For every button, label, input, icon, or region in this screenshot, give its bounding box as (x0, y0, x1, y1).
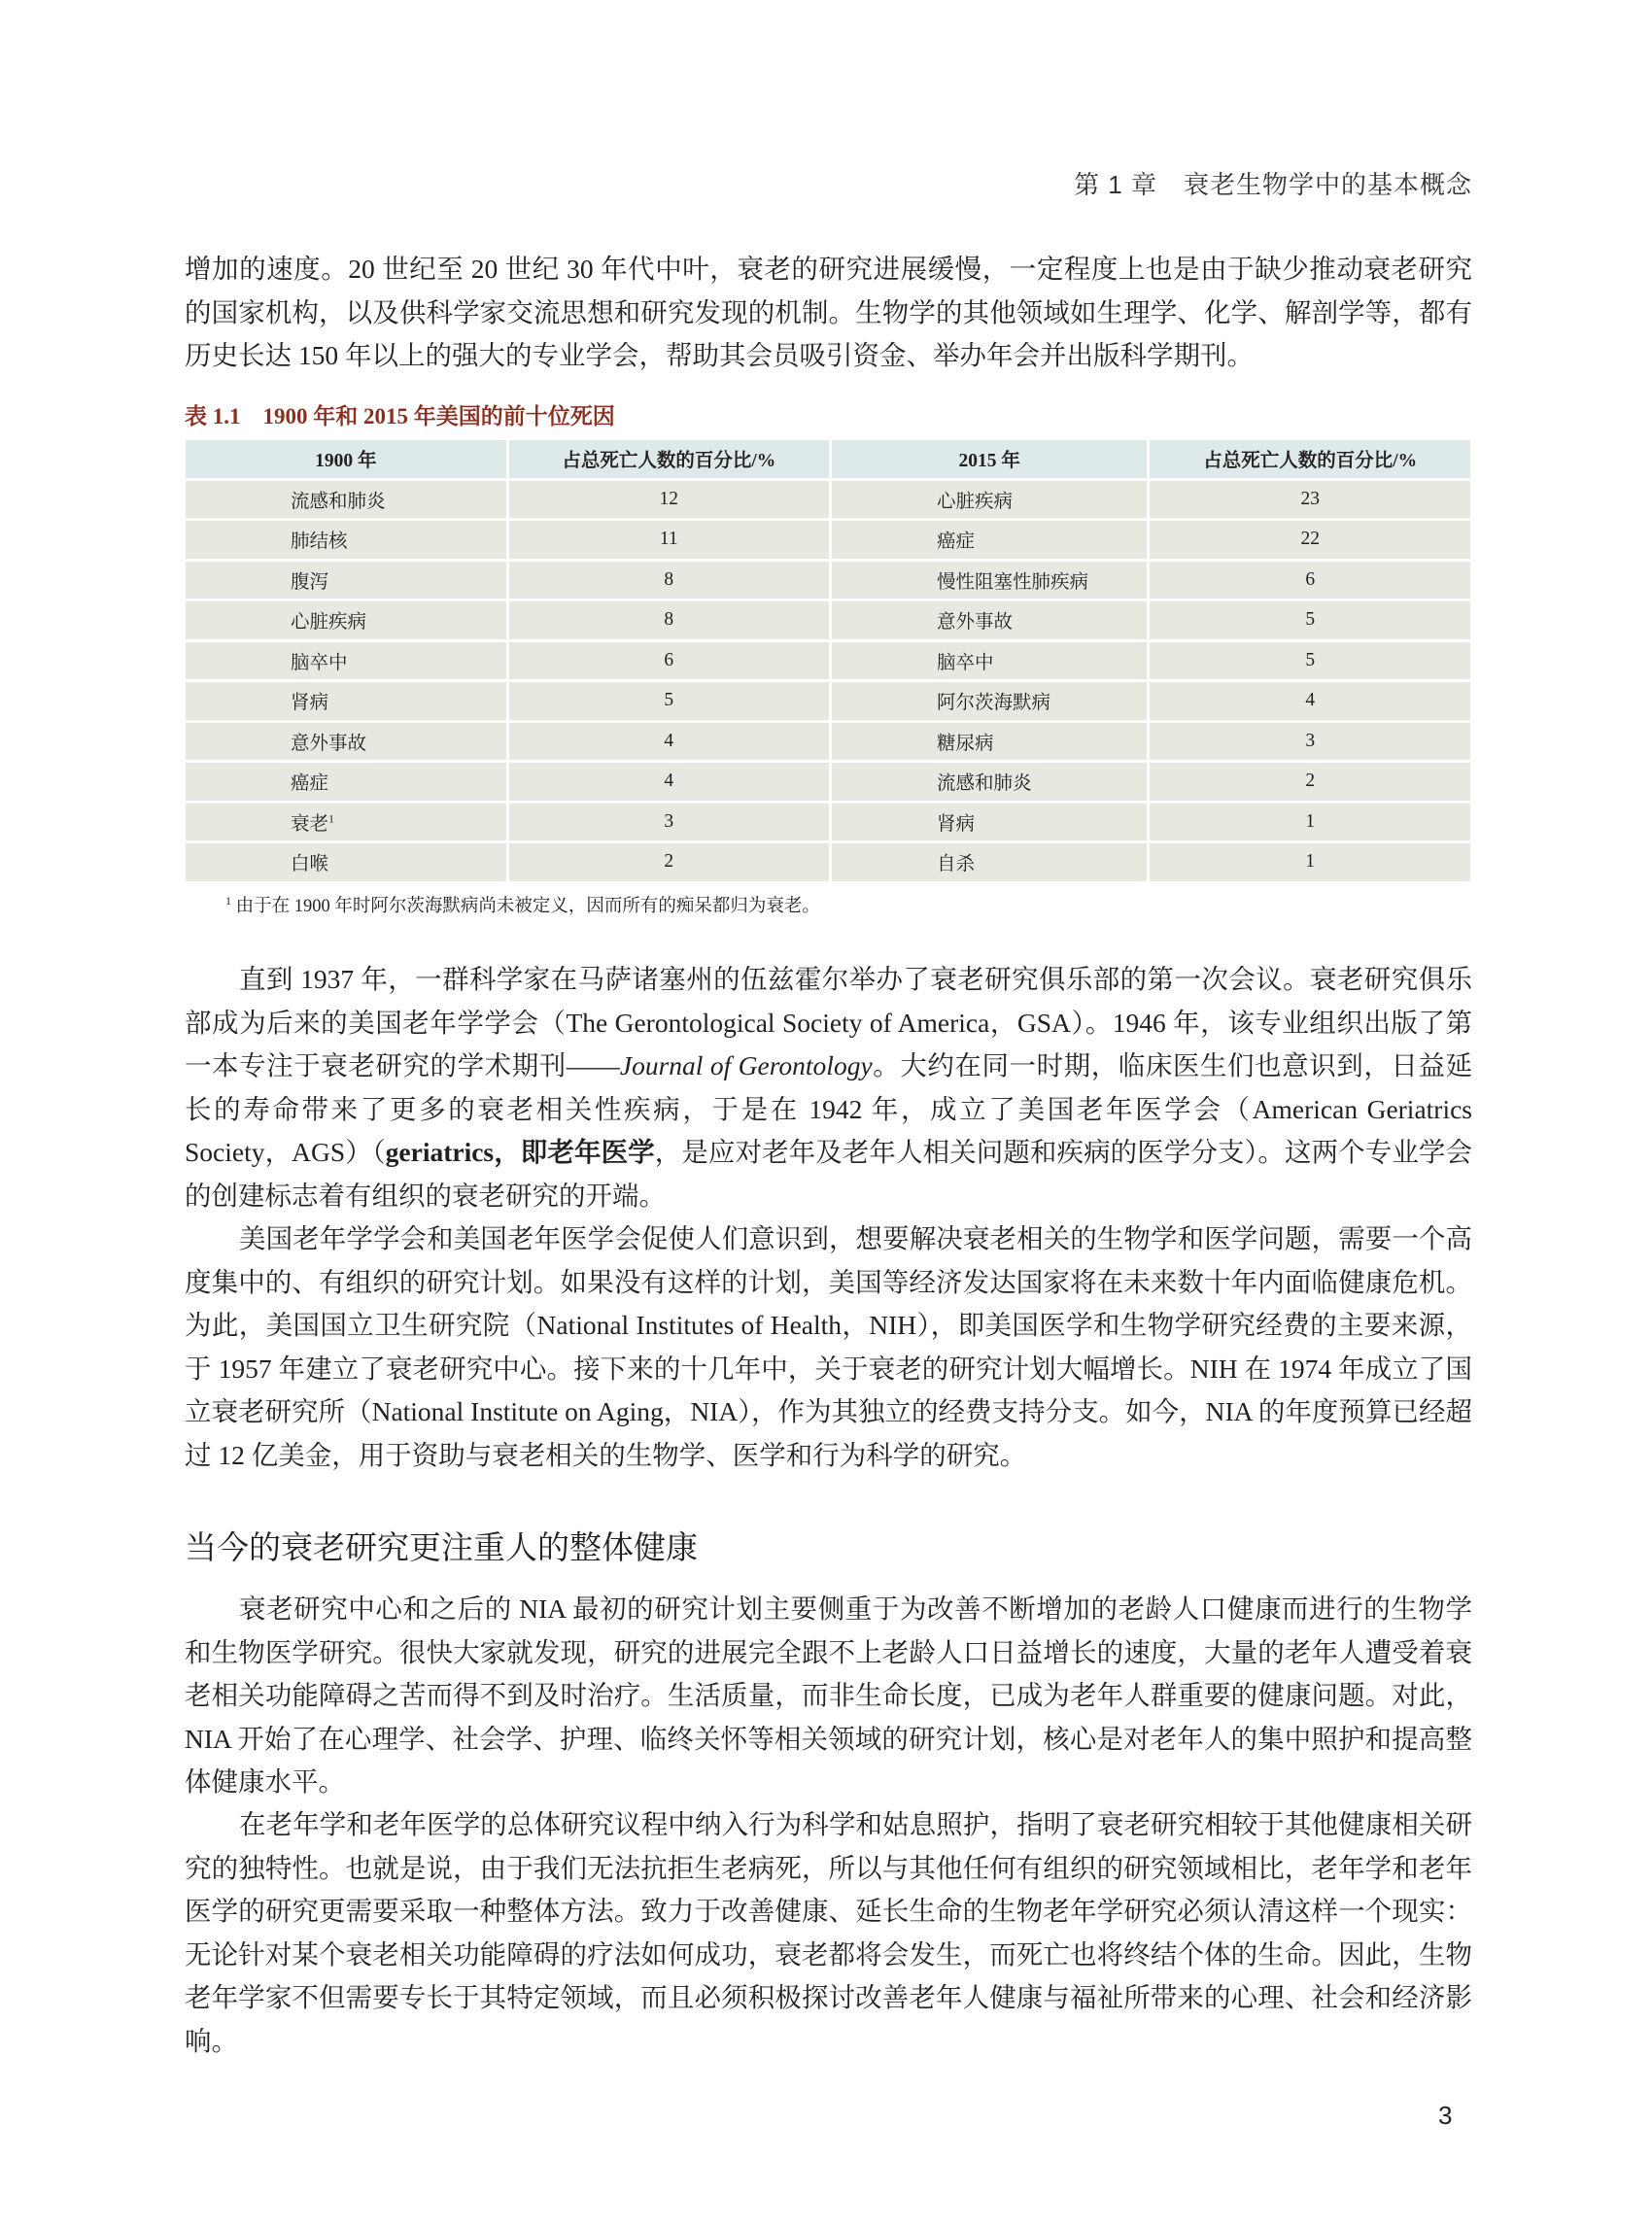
footnote-ref: 1 (328, 811, 335, 826)
header-1900: 1900 年 (186, 440, 506, 478)
header-percent-1900: 占总死亡人数的百分比/% (509, 440, 830, 478)
paragraph-1: 增加的速度。20 世纪至 20 世纪 30 年代中叶，衰老的研究进展缓慢，一定程度上也是由于缺少推动衰老研究的国家机构，以及供科学家交流思想和研究发现的机制。生物学的其他领域如生理学、化学、解剖学等，都有历史长达 150 年以上的强大的专业学会，帮助其会员吸引资金、举办年会并出版科学期刊。 (185, 254, 1472, 370)
percent-1900: 4 (509, 723, 830, 761)
para2-text-a: 直到 1937 年，一群科学家在马萨诸塞州的伍兹霍尔举办了衰老研究俱乐部的第一次会议。衰老研究俱乐部成为后来的美国老年学学会（The Gerontological Society of America，GSA）。1946 年，该专业组织出版了第一本专注于衰老研究的学术期刊—— (185, 964, 1472, 1080)
page-number: 3 (1438, 2101, 1453, 2130)
percent-1900: 4 (509, 763, 830, 801)
percent-2015: 4 (1150, 682, 1470, 720)
paragraph-4: 衰老研究中心和之后的 NIA 最初的研究计划主要侧重于为改善不断增加的老龄人口健康而进行的生物学和生物医学研究。很快大家就发现，研究的进展完全跟不上老龄人口日益增长的速度，大量的老年人遭受着衰老相关功能障碍之苦而得不到及时治疗。生活质量，而非生命长度，已成为老年人群重要的健康问题。对此，NIA 开始了在心理学、社会学、护理、临终关怀等相关领域的研究计划，核心是对老年人的集中照护和提高整体健康水平。 (185, 1593, 1472, 1797)
paragraph-2 (185, 958, 1472, 1217)
table-row (186, 562, 1470, 600)
causes-of-death-table (183, 437, 1473, 884)
percent-2015: 6 (1150, 562, 1470, 600)
percent-1900: 6 (509, 642, 830, 680)
para2-text-b: 。大约在同一时期，临床医生们也意识到，日益延长的寿命带来了更多的衰老相关性疾病，于是在 1942 年，成立了美国老年医学会（American Geriatrics Society，AGS）（ (185, 1050, 1473, 1167)
percent-1900: 3 (509, 804, 830, 841)
percent-1900: 2 (509, 843, 830, 881)
percent-2015: 3 (1150, 723, 1470, 761)
percent-2015: 1 (1150, 804, 1470, 841)
table-row (186, 481, 1470, 519)
table-row (186, 763, 1470, 801)
table-row (186, 642, 1470, 680)
cause-2015: 意外事故 (832, 601, 1147, 639)
percent-2015: 23 (1150, 481, 1470, 519)
percent-1900: 12 (509, 481, 830, 519)
cause-1900: 意外事故 (186, 723, 506, 761)
cause-2015: 糖尿病 (832, 723, 1147, 761)
cause-1900: 流感和肺炎 (186, 481, 506, 519)
term-geriatrics-cn: 老年医学 (547, 1137, 655, 1167)
header-percent-2015: 占总死亡人数的百分比/% (1150, 440, 1470, 478)
header-2015: 2015 年 (832, 440, 1147, 478)
percent-2015: 1 (1150, 843, 1470, 881)
table-row (186, 521, 1470, 559)
para2-text-d: ，是应对老年及老年人相关问题和疾病的医学分支）。这两个专业学会的创建标志着有组织的衰老研究的开端。 (185, 1137, 1473, 1211)
section-heading: 当今的衰老研究更注重人的整体健康 (185, 1529, 698, 1565)
term-geriatrics: geriatrics (385, 1137, 495, 1167)
cause-1900: 心脏疾病 (186, 601, 506, 639)
percent-1900: 8 (509, 562, 830, 600)
table-footnote (225, 892, 820, 917)
paragraph-5: 在老年学和老年医学的总体研究议程中纳入行为科学和姑息照护，指明了衰老研究相较于其他健康相关研究的独特性。也就是说，由于我们无法抗拒生老病死，所以与其他任何有组织的研究领域相比，老年学和老年医学的研究更需要采取一种整体方法。致力于改善健康、延长生命的生物老年学研究必须认清这样一个现实：无论针对某个衰老相关功能障碍的疗法如何成功，衰老都将会发生，而死亡也将终结个体的生命。因此，生物老年学家不但需要专长于其特定领域，而且必须积极探讨改善老年人健康与福祉所带来的心理、社会和经济影响。 (185, 1809, 1472, 2056)
journal-title: Journal of Gerontology (619, 1050, 873, 1080)
percent-2015: 5 (1150, 642, 1470, 680)
table-row (186, 804, 1470, 841)
cause-1900: 腹泻 (186, 562, 506, 600)
cause-2015: 癌症 (832, 521, 1147, 559)
percent-2015: 2 (1150, 763, 1470, 801)
cause-2015: 自杀 (832, 843, 1147, 881)
para2-text-c: ，即 (494, 1137, 548, 1167)
percent-2015: 22 (1150, 521, 1470, 559)
table-row (186, 723, 1470, 761)
table-row (186, 843, 1470, 881)
cause-2015: 流感和肺炎 (832, 763, 1147, 801)
cause-2015: 肾病 (832, 804, 1147, 841)
cause-1900: 衰老$^1$ (186, 804, 506, 841)
running-head: 第 1 章 衰老生物学中的基本概念 (1074, 170, 1472, 199)
paragraph-3: 美国老年学学会和美国老年医学会促使人们意识到，想要解决衰老相关的生物学和医学问题，需要一个高度集中的、有组织的研究计划。如果没有这样的计划，美国等经济发达国家将在未来数十年内面临健康危机。为此，美国国立卫生研究院（National Institutes of Health，NIH），即美国医学和生物学研究经费的主要来源，于 1957 年建立了衰老研究中心。接下来的十几年中，关于衰老的研究计划大幅增长。NIH 在 1974 年成立了国立衰老研究所（National Institute on Aging，NIA），作为其独立的经费支持分支。如今，NIA 的年度预算已经超过 12 亿美金，用于资助与衰老相关的生物学、医学和行为科学的研究。 (185, 1223, 1472, 1470)
footnote-mark: 1 (225, 893, 231, 908)
footnote-text: 由于在 1900 年时阿尔茨海默病尚未被定义，因而所有的痴呆都归为衰老。 (235, 897, 820, 916)
cause-1900: 肾病 (186, 682, 506, 720)
cause-2015: 脑卒中 (832, 642, 1147, 680)
table-row (186, 601, 1470, 639)
table-row (186, 682, 1470, 720)
percent-2015: 5 (1150, 601, 1470, 639)
percent-1900: 5 (509, 682, 830, 720)
cause-1900: 白喉 (186, 843, 506, 881)
table-caption: 表 1.1 1900 年和 2015 年美国的前十位死因 (185, 404, 615, 428)
percent-1900: 8 (509, 601, 830, 639)
cause-1900: 癌症 (186, 763, 506, 801)
cause-1900: 脑卒中 (186, 642, 506, 680)
table-header-row (186, 440, 1470, 478)
cause-2015: 心脏疾病 (832, 481, 1147, 519)
cause-2015: 阿尔茨海默病 (832, 682, 1147, 720)
percent-1900: 11 (509, 521, 830, 559)
cause-2015: 慢性阻塞性肺疾病 (832, 562, 1147, 600)
cause-1900: 肺结核 (186, 521, 506, 559)
